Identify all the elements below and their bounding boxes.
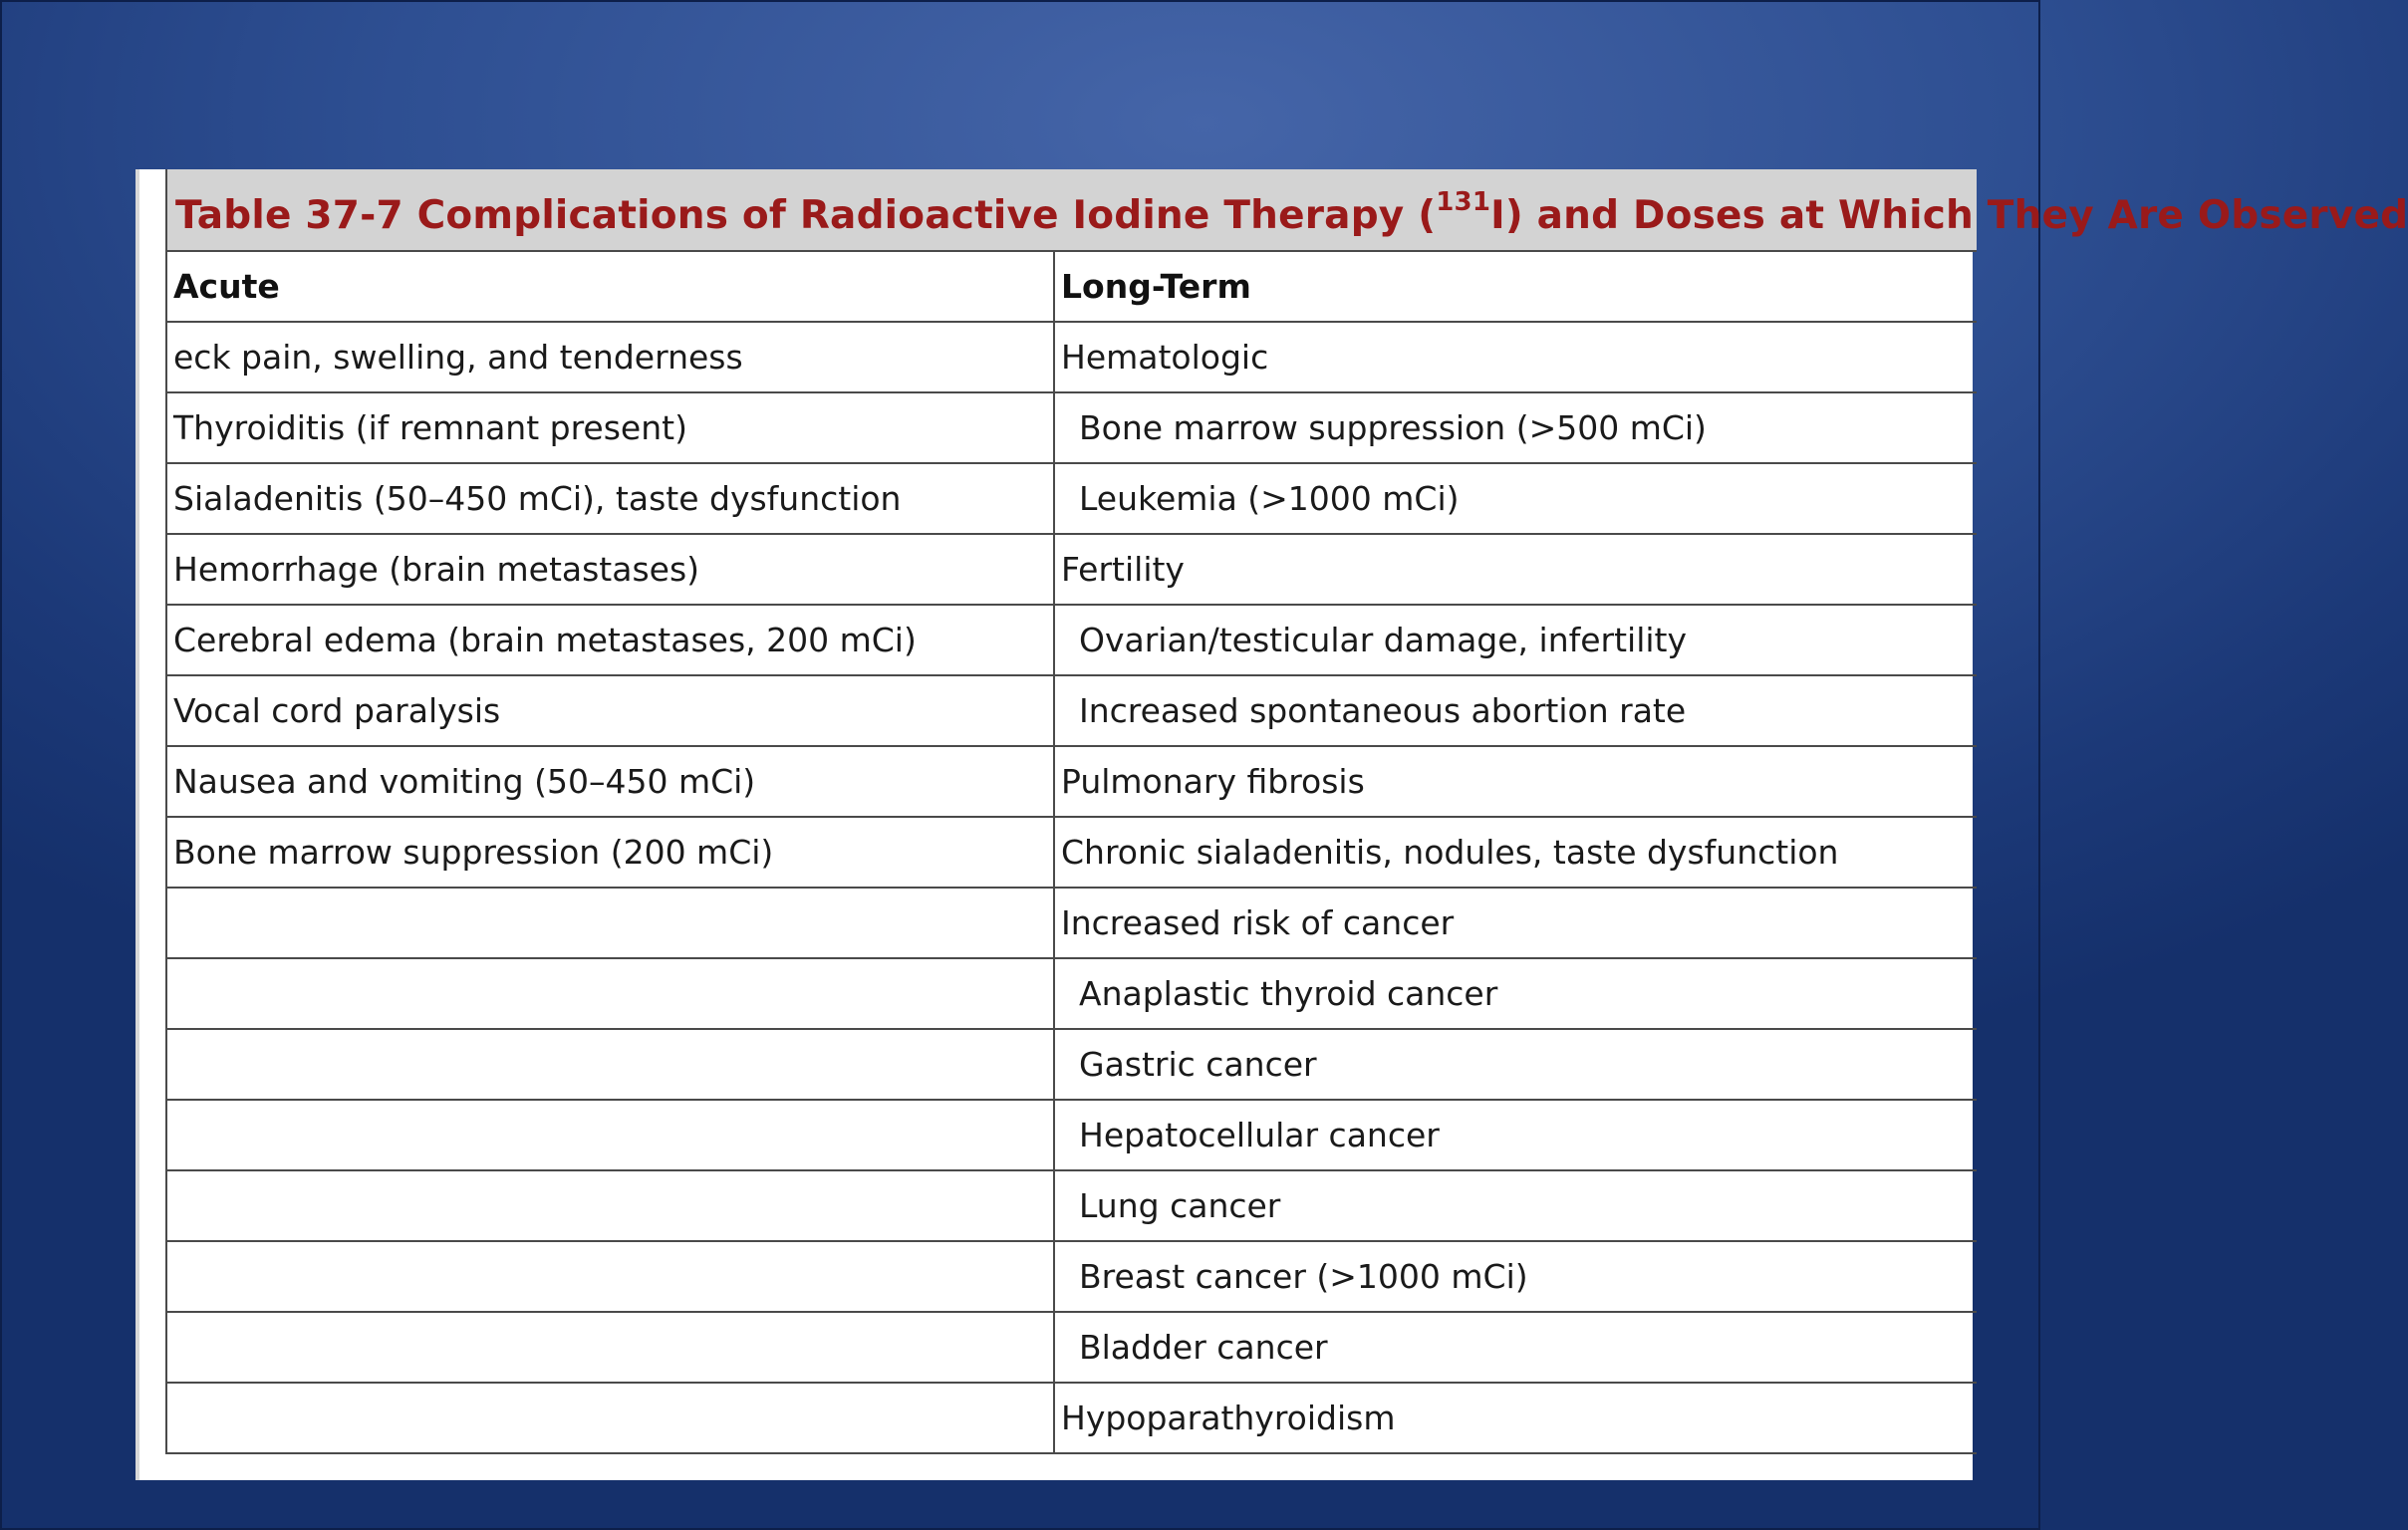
long-term-cell: Gastric cancer <box>1054 1029 1977 1100</box>
long-term-cell: Hepatocellular cancer <box>1054 1100 1977 1170</box>
table-row <box>166 817 1977 888</box>
acute-cell <box>166 1312 1054 1383</box>
long-term-cell: Bone marrow suppression (>500 mCi) <box>1054 392 1977 463</box>
acute-cell: Sialadenitis (50–450 mCi), taste dysfunction <box>166 463 1054 534</box>
long-term-cell: Chronic sialadenitis, nodules, taste dysfunction <box>1054 817 1977 888</box>
acute-cell: Nausea and vomiting (50–450 mCi) <box>166 746 1054 817</box>
long-term-cell: Bladder cancer <box>1054 1312 1977 1383</box>
long-term-cell: Anaplastic thyroid cancer <box>1054 958 1977 1029</box>
table-row <box>166 322 1977 392</box>
acute-cell <box>166 888 1054 958</box>
table-row <box>166 1312 1977 1383</box>
long-term-cell: Breast cancer (>1000 mCi) <box>1054 1241 1977 1312</box>
table-row <box>166 1170 1977 1241</box>
long-term-cell: Ovarian/testicular damage, infertility <box>1054 605 1977 675</box>
long-term-cell: Hematologic <box>1054 322 1977 392</box>
acute-cell <box>166 958 1054 1029</box>
table-title-bar <box>165 169 2408 252</box>
acute-cell: Hemorrhage (brain metastases) <box>166 534 1054 605</box>
acute-cell: Cerebral edema (brain metastases, 200 mCi) <box>166 605 1054 675</box>
table-row <box>166 1241 1977 1312</box>
long-term-cell: Hypoparathyroidism <box>1054 1383 1977 1453</box>
complications-table <box>165 252 1977 1454</box>
table-row <box>166 605 1977 675</box>
table-row <box>166 392 1977 463</box>
table-title-prefix: Table 37-7 Complications of Radioactive Iodine Therapy ( <box>175 193 1437 238</box>
table-row <box>166 746 1977 817</box>
long-term-cell: Increased risk of cancer <box>1054 888 1977 958</box>
header-long-term: Long-Term <box>1054 252 1977 322</box>
table-title-suffix: I) and Doses at Which They Are Observed <box>1490 193 2408 238</box>
long-term-cell: Increased spontaneous abortion rate <box>1054 675 1977 746</box>
table-row <box>166 888 1977 958</box>
acute-cell: eck pain, swelling, and tenderness <box>166 322 1054 392</box>
acute-cell <box>166 1241 1054 1312</box>
table-row <box>166 1383 1977 1453</box>
table-title-superscript: 131 <box>1436 187 1491 217</box>
table-title <box>175 187 2408 238</box>
table-row <box>166 958 1977 1029</box>
acute-cell <box>166 1170 1054 1241</box>
table-row <box>166 1029 1977 1100</box>
acute-cell: Vocal cord paralysis <box>166 675 1054 746</box>
acute-cell: Bone marrow suppression (200 mCi) <box>166 817 1054 888</box>
long-term-cell: Leukemia (>1000 mCi) <box>1054 463 1977 534</box>
table-panel <box>135 169 2408 1480</box>
acute-cell: Thyroiditis (if remnant present) <box>166 392 1054 463</box>
acute-cell <box>166 1100 1054 1170</box>
table-row <box>166 1100 1977 1170</box>
header-row <box>166 252 1977 322</box>
header-acute: Acute <box>166 252 1054 322</box>
table-row <box>166 675 1977 746</box>
long-term-cell: Lung cancer <box>1054 1170 1977 1241</box>
table-row <box>166 534 1977 605</box>
table-row <box>166 463 1977 534</box>
long-term-cell: Pulmonary fibrosis <box>1054 746 1977 817</box>
long-term-cell: Fertility <box>1054 534 1977 605</box>
acute-cell <box>166 1029 1054 1100</box>
acute-cell <box>166 1383 1054 1453</box>
